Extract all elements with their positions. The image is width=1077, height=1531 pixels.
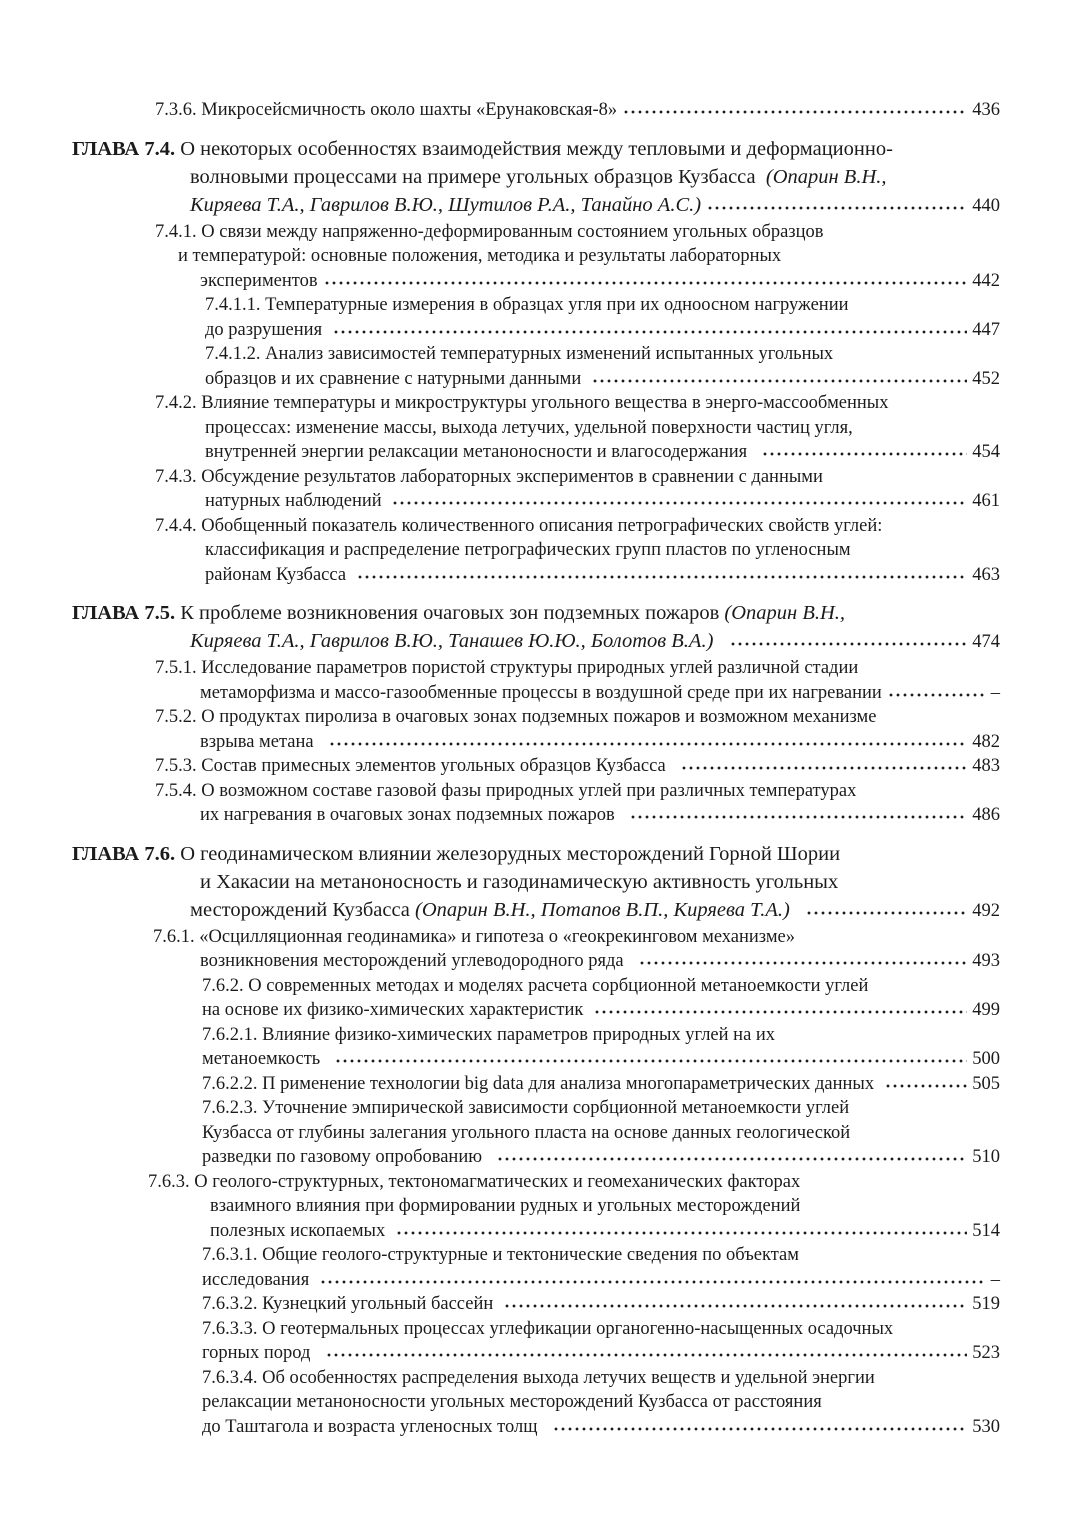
toc-line (72, 465, 1000, 490)
toc-line (72, 538, 1000, 563)
toc-line (72, 416, 1000, 441)
table-of-contents (72, 98, 1000, 1439)
entry-text: релаксации метаноносности угольных месторождений Кузбасса от расстояния (202, 1392, 822, 1412)
toc-item-entry (72, 1023, 1000, 1072)
entry-text: 7.6.3. О геолого-структурных, тектономагматических и геомеханических факторах (148, 1171, 801, 1192)
page-number: 440 (972, 195, 1000, 216)
page-number: 461 (972, 491, 1000, 511)
toc-item-entry (72, 754, 1000, 779)
toc-line (72, 803, 1000, 828)
entry-text: 7.5.1. Исследование параметров пористой структуры природных углей различной стадии (155, 658, 859, 678)
entry-text: 7.6.3.1. Общие геолого-структурные и тектонические сведения по объектам (202, 1245, 799, 1265)
toc-item-entry (72, 1366, 1000, 1440)
leader-dots (334, 330, 968, 334)
toc-line (72, 896, 1000, 925)
entry-text: разведки по газовому опробованию (202, 1147, 492, 1167)
toc-line (72, 318, 1000, 343)
page-number: 492 (972, 900, 1000, 921)
toc-line (72, 1047, 1000, 1072)
toc-item-entry (72, 925, 1000, 974)
page-number: 499 (972, 1000, 1000, 1020)
toc-item-entry (72, 391, 1000, 465)
toc-line (72, 1366, 1000, 1391)
page-number: 493 (972, 951, 1000, 971)
entry-text: ГЛАВА 7.5. К проблеме возникновения очаговых зон подземных пожаров (Опарин В.Н., (72, 602, 846, 624)
entry-text: исследования (202, 1269, 314, 1290)
entry-text: до Таштагола и возраста угленосных толщ (202, 1416, 547, 1437)
leader-dots (321, 1280, 986, 1284)
toc-line (72, 514, 1000, 539)
toc-line (72, 1292, 1000, 1317)
toc-line (72, 656, 1000, 681)
entry-text: ГЛАВА 7.6. О геодинамическом влиянии железорудных месторождений Горной Шории (72, 842, 841, 865)
toc-line (72, 244, 1000, 269)
leader-dots (498, 1157, 967, 1161)
toc-line (72, 191, 1000, 220)
toc-item-entry (72, 1243, 1000, 1292)
page-number: 482 (972, 731, 1000, 752)
entry-text: Киряева Т.А., Гаврилов В.Ю., Танашев Ю.Ю., Болотов В.А.) (190, 630, 714, 652)
toc-item-entry (72, 656, 1000, 705)
entry-text: до разрушения (205, 319, 327, 340)
toc-line (72, 293, 1000, 318)
leader-dots (393, 501, 967, 505)
page-number: – (990, 682, 1000, 703)
page-number: 442 (972, 270, 1000, 291)
page-number: 483 (972, 756, 1000, 776)
toc-line (72, 563, 1000, 588)
entry-text: метаморфизма и массо-газообменные процессы в воздушной среде при их нагревании (200, 682, 882, 703)
entry-text: натурных наблюдений (205, 491, 387, 511)
toc-line (72, 1194, 1000, 1219)
toc-chapter-entry (72, 135, 1000, 220)
toc-chapter-entry (72, 599, 1000, 656)
entry-text: на основе их физико-химических характеристик (202, 1000, 588, 1020)
toc-line (72, 754, 1000, 779)
leader-dots (327, 1353, 968, 1357)
entry-text: и температурой: основные положения, методика и результаты лабораторных (178, 246, 782, 266)
toc-line (72, 98, 1000, 123)
leader-dots (763, 452, 967, 456)
entry-text: 7.5.2. О продуктах пиролиза в очаговых зонах подземных пожаров и возможном механизме (155, 707, 877, 727)
leader-dots (330, 742, 967, 746)
toc-item-entry (72, 1317, 1000, 1366)
entry-text: месторождений Кузбасса (Опарин В.Н., Потапов В.П., Киряева Т.А.) (190, 898, 790, 921)
leader-dots (505, 1304, 967, 1308)
leader-dots (889, 693, 986, 697)
toc-item-entry (72, 974, 1000, 1023)
toc-line (72, 925, 1000, 950)
entry-text: внутренней энергии релаксации метаноносности и влагосодержания (205, 442, 757, 462)
entry-text: экспериментов (200, 270, 318, 291)
entry-text: 7.6.3.4. Об особенностях распределения выхода летучих веществ и удельной энергии (202, 1367, 875, 1388)
entry-text: образцов и их сравнение с натурными данными (205, 368, 586, 389)
toc-line (72, 599, 1000, 627)
toc-item-entry (72, 1096, 1000, 1170)
page-number: 519 (972, 1294, 1000, 1314)
toc-line (72, 840, 1000, 868)
entry-text: 7.6.1. «Осцилляционная геодинамика» и гипотеза о «геокрекинговом механизме» (153, 926, 796, 947)
entry-text: волновыми процессами на примере угольных образцов Кузбасса (Опарин В.Н., (190, 165, 887, 188)
leader-dots (595, 1010, 967, 1014)
page-number: – (990, 1269, 1000, 1290)
page-number: 447 (972, 319, 1000, 340)
entry-text: 7.4.1. О связи между напряженно-деформированным состоянием угольных образцов (155, 221, 824, 242)
page-number: 452 (972, 368, 1000, 389)
leader-dots (593, 379, 967, 383)
toc-line (72, 1145, 1000, 1170)
toc-line (72, 730, 1000, 755)
toc-line (72, 998, 1000, 1023)
entry-text: 7.6.3.3. О геотермальных процессах углефикации органогенно-насыщенных осадочных (202, 1318, 894, 1339)
toc-line (72, 220, 1000, 245)
toc-line (72, 974, 1000, 999)
page-number: 500 (972, 1049, 1000, 1069)
toc-item-entry (72, 1292, 1000, 1317)
leader-dots (554, 1427, 967, 1431)
page-number: 474 (972, 632, 1000, 652)
toc-line (72, 1096, 1000, 1121)
toc-line (72, 342, 1000, 367)
toc-item-entry (72, 514, 1000, 588)
entry-text: взрыва метана (200, 731, 323, 752)
toc-line (72, 163, 1000, 191)
toc-line (72, 1121, 1000, 1146)
toc-line (72, 489, 1000, 514)
leader-dots (624, 110, 967, 114)
entry-text: 7.4.1.2. Анализ зависимостей температурных изменений испытанных угольных (205, 344, 834, 364)
toc-line (72, 367, 1000, 392)
toc-item-entry (72, 293, 1000, 342)
entry-text: метаноемкость (202, 1049, 330, 1069)
toc-line (72, 1023, 1000, 1048)
leader-dots (731, 642, 968, 646)
leader-dots (682, 766, 967, 770)
entry-text: горных пород (202, 1343, 320, 1363)
entry-text: 7.5.4. О возможном составе газовой фазы природных углей при различных температурах (155, 780, 857, 801)
entry-text: возникновения месторождений углеводородного ряда (200, 951, 633, 971)
toc-line (72, 1170, 1000, 1195)
entry-text: 7.6.2.3. Уточнение эмпирической зависимости сорбционной метаноемкости углей (202, 1098, 850, 1118)
toc-item-entry (72, 98, 1000, 123)
entry-text: ГЛАВА 7.4. О некоторых особенностях взаимодействия между тепловыми и деформационно- (72, 137, 893, 160)
entry-text: 7.4.1.1. Температурные измерения в образцах угля при их одноосном нагружении (205, 295, 849, 315)
toc-line (72, 1268, 1000, 1293)
page-number: 530 (972, 1416, 1000, 1437)
toc-line (72, 1072, 1000, 1097)
entry-text: их нагревания в очаговых зонах подземных пожаров (200, 805, 624, 825)
page-number: 505 (972, 1073, 1000, 1094)
toc-line (72, 868, 1000, 896)
entry-text: 7.5.3. Состав примесных элементов угольных образцов Кузбасса (155, 756, 675, 776)
toc-line (72, 779, 1000, 804)
toc-chapter-entry (72, 840, 1000, 925)
toc-line (72, 1390, 1000, 1415)
page-number: 436 (972, 100, 1000, 120)
toc-item-entry (72, 1170, 1000, 1244)
toc-line (72, 135, 1000, 163)
page-number: 486 (972, 805, 1000, 825)
entry-text: 7.6.2.2. П рименение технологии big data для анализа многопараметрических данных (202, 1073, 879, 1094)
entry-text: районам Кузбасса (205, 564, 351, 585)
toc-line (72, 391, 1000, 416)
leader-dots (358, 575, 968, 579)
leader-dots (336, 1059, 967, 1063)
page-number: 510 (972, 1147, 1000, 1167)
entry-text: 7.3.6. Микросейсмичность около шахты «Ерунаковская-8» (155, 100, 618, 120)
entry-text: 7.4.2. Влияние температуры и микроструктуры угольного вещества в энерго-массообменных (155, 393, 889, 413)
leader-dots (325, 281, 968, 285)
entry-text: Кузбасса от глубины залегания угольного пласта на основе данных геологической (202, 1122, 851, 1143)
leader-dots (886, 1084, 968, 1088)
page-number: 463 (972, 564, 1000, 585)
toc-item-entry (72, 465, 1000, 514)
entry-text: взаимного влияния при формировании рудных и угольных месторождений (210, 1196, 801, 1216)
leader-dots (631, 815, 967, 819)
toc-item-entry (72, 1072, 1000, 1097)
entry-text: 7.6.2.1. Влияние физико-химических параметров природных углей на их (202, 1024, 776, 1045)
toc-line (72, 705, 1000, 730)
toc-item-entry (72, 342, 1000, 391)
toc-line (72, 681, 1000, 706)
toc-line (72, 949, 1000, 974)
toc-line (72, 1341, 1000, 1366)
leader-dots (807, 911, 967, 915)
toc-line (72, 1317, 1000, 1342)
toc-item-entry (72, 779, 1000, 828)
entry-text: процессах: изменение массы, выхода летучих, удельной поверхности частиц угля, (205, 417, 853, 438)
leader-dots (708, 206, 967, 210)
page-number: 514 (972, 1220, 1000, 1241)
toc-line (72, 1243, 1000, 1268)
leader-dots (397, 1231, 967, 1235)
toc-item-entry (72, 705, 1000, 754)
entry-text: 7.4.3. Обсуждение результатов лабораторных экспериментов в сравнении с данными (155, 466, 823, 487)
toc-line (72, 1219, 1000, 1244)
toc-line (72, 269, 1000, 294)
toc-item-entry (72, 220, 1000, 294)
page-number: 454 (972, 442, 1000, 462)
entry-text: классификация и распределение петрографических групп пластов по угленосным (205, 540, 851, 560)
entry-text: полезных ископаемых (210, 1220, 390, 1241)
entry-text: и Хакасии на метаноносность и газодинамическую активность угольных (200, 870, 839, 893)
page-number: 523 (972, 1343, 1000, 1363)
toc-line (72, 1415, 1000, 1440)
entry-text: 7.6.3.2. Кузнецкий угольный бассейн (202, 1294, 498, 1314)
leader-dots (640, 961, 967, 965)
entry-text: Киряева Т.А., Гаврилов В.Ю., Шутилов Р.А., Танайно А.С.) (190, 193, 702, 216)
entry-text: 7.6.2. О современных методах и моделях расчета сорбционной метаноемкости углей (202, 975, 869, 996)
entry-text: 7.4.4. Обобщенный показатель количественного описания петрографических свойств углей: (155, 515, 883, 536)
toc-line (72, 627, 1000, 656)
toc-line (72, 440, 1000, 465)
